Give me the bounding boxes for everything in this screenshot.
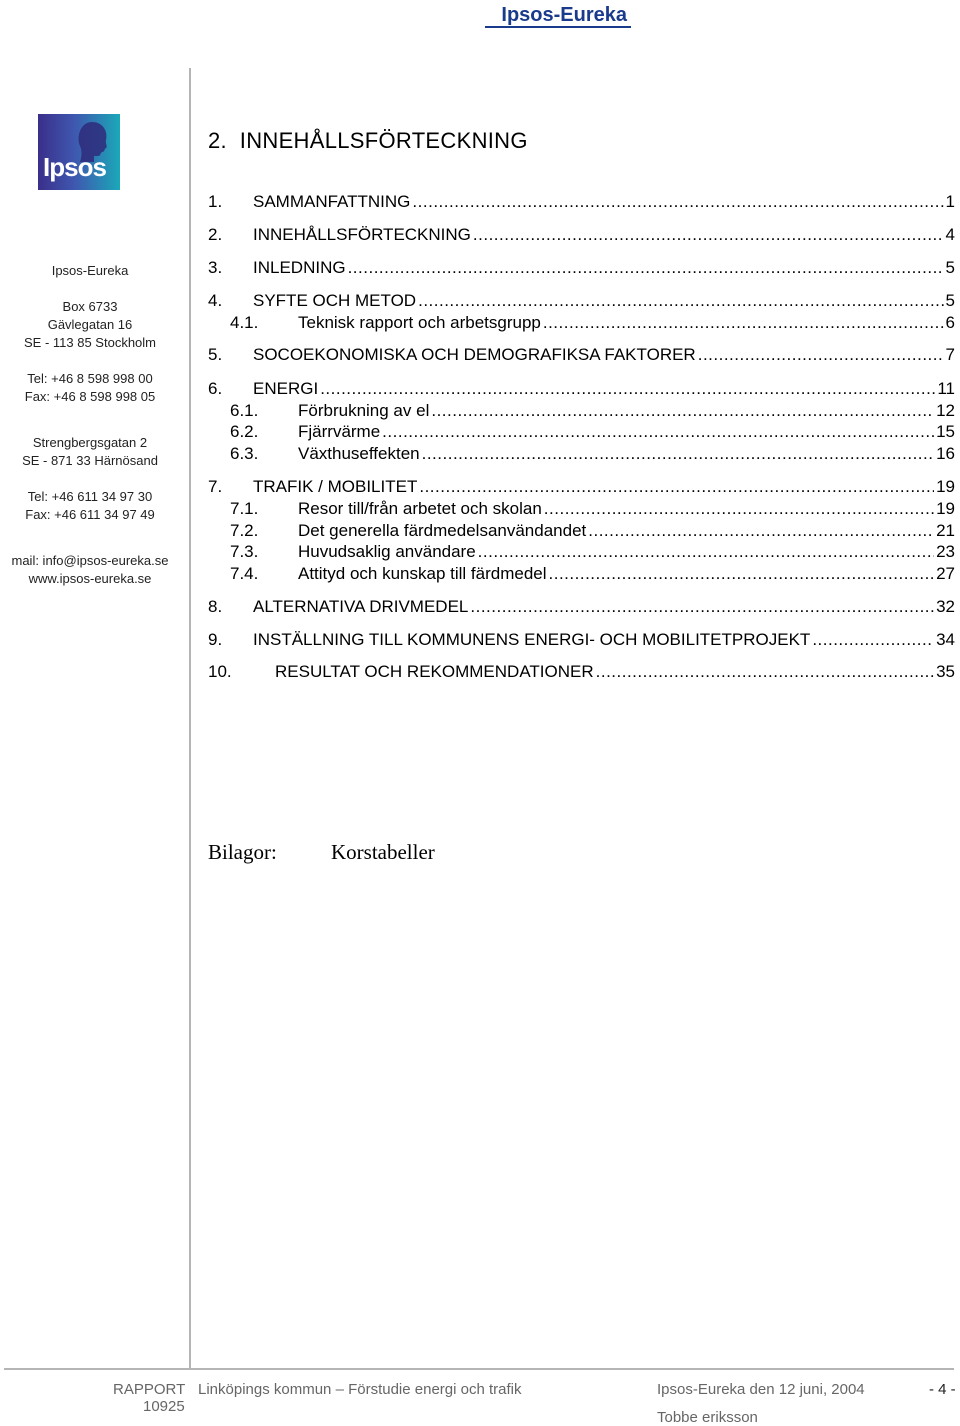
toc-entry-number: 8.: [208, 597, 223, 616]
toc-leader-dots: [478, 542, 934, 562]
toc-entry[interactable]: [208, 192, 955, 214]
sidebar-street: Gävlegatan 16: [47, 317, 133, 332]
footer-divider: [4, 1368, 954, 1370]
toc-entry[interactable]: [230, 564, 955, 586]
sidebar-company: Ipsos-Eureka: [51, 263, 129, 278]
toc-leader-dots: [422, 444, 934, 464]
toc-entry-label: Fjärrvärme: [298, 422, 381, 441]
toc-entry[interactable]: [208, 225, 955, 247]
sidebar-street-harnosand: Strengbergsgatan 2: [32, 435, 148, 450]
toc-entry-number: 10.: [208, 662, 232, 681]
toc-leader-dots: [588, 521, 934, 541]
toc-entry[interactable]: [230, 401, 955, 423]
toc-entry[interactable]: [208, 379, 955, 401]
toc-entry-number: 9.: [208, 630, 223, 649]
toc-entry-label: Förbrukning av el: [298, 401, 430, 420]
toc-leader-dots: [348, 258, 944, 278]
toc-entry-label: TRAFIK / MOBILITET: [253, 477, 418, 496]
toc-leader-dots: [470, 597, 934, 617]
toc-entry[interactable]: [208, 345, 955, 367]
toc-leader-dots: [698, 345, 944, 365]
toc-leader-dots: [544, 499, 934, 519]
toc-entry-label: Det generella färdmedelsanvändandet: [298, 521, 587, 540]
ipsos-logo-word: Ipsos: [43, 152, 106, 182]
attachments-label: Bilagor:: [208, 840, 277, 864]
toc-leader-dots: [382, 422, 934, 442]
toc-entry-label: Huvudsaklig användare: [298, 542, 476, 561]
toc-entry-number: 6.2.: [230, 422, 259, 441]
sidebar-city: SE - 113 85 Stockholm: [24, 335, 156, 350]
toc-entry-page: 16: [936, 444, 955, 463]
toc-entry-number: 5.: [208, 345, 223, 364]
toc-entry-label: SYFTE OCH METOD: [253, 291, 417, 310]
toc-entry-page: 35: [936, 662, 955, 681]
toc-leader-dots: [473, 225, 944, 245]
toc-entry-page: 5: [945, 258, 955, 277]
sidebar-city-harnosand: SE - 871 33 Härnösand: [22, 453, 158, 468]
toc-entry-label: SAMMANFATTNING: [253, 192, 411, 211]
toc-entry-label: Attityd och kunskap till färdmedel: [298, 564, 547, 583]
toc-entry-number: 3.: [208, 258, 223, 277]
toc-entry-number: 4.1.: [230, 313, 259, 332]
page-title-text: INNEHÅLLSFÖRTECKNING: [239, 128, 528, 153]
sidebar-email: mail: info@ipsos-eureka.se: [11, 553, 169, 568]
toc-entry[interactable]: [230, 444, 955, 466]
toc-entry-number: 6.: [208, 379, 223, 398]
toc-entry[interactable]: [208, 630, 955, 652]
toc-entry-label: Resor till/från arbetet och skolan: [298, 499, 542, 518]
vertical-divider: [189, 68, 191, 1368]
toc-entry-number: 7.3.: [230, 542, 259, 561]
toc-entry-label: RESULTAT OCH REKOMMENDATIONER: [275, 662, 594, 681]
toc-entry[interactable]: [208, 258, 955, 280]
toc-entry-page: 34: [936, 630, 955, 649]
toc-entry-label: INSTÄLLNING TILL KOMMUNENS ENERGI- OCH MOBILITETPROJEKT: [253, 630, 811, 649]
sidebar-tel-stockholm: Tel: +46 8 598 998 00: [27, 371, 153, 386]
sidebar-website: www.ipsos-eureka.se: [28, 571, 152, 586]
toc-entry[interactable]: [208, 291, 955, 313]
sidebar-box: Box 6733: [62, 299, 118, 314]
toc-entry-page: 15: [936, 422, 955, 441]
toc-entry[interactable]: [208, 597, 955, 619]
toc-entry[interactable]: [230, 499, 955, 521]
toc-leader-dots: [418, 291, 943, 311]
ipsos-logo: [38, 114, 120, 190]
toc-entry-label: Växthuseffekten: [298, 444, 420, 463]
footer-report-number: 10925: [143, 1398, 185, 1415]
toc-entry-number: 6.1.: [230, 401, 259, 420]
toc-leader-dots: [412, 192, 943, 212]
toc-entry-page: 4: [945, 225, 955, 244]
footer-company-date: Ipsos-Eureka den 12 juni, 2004: [657, 1381, 865, 1398]
toc-entry-label: ENERGI: [253, 379, 319, 398]
toc-entry-label: INNEHÅLLSFÖRTECKNING: [253, 225, 471, 244]
footer-project: Linköpings kommun – Förstudie energi och trafik: [198, 1381, 522, 1398]
page-title-number: 2.: [208, 128, 227, 153]
toc-entry-page: 32: [936, 597, 955, 616]
toc-leader-dots: [543, 313, 944, 333]
sidebar-fax-stockholm: Fax: +46 8 598 998 05: [24, 389, 156, 404]
sidebar-fax-harnosand: Fax: +46 611 34 97 49: [25, 507, 155, 522]
toc-entry[interactable]: [208, 477, 955, 499]
toc-entry-number: 4.: [208, 291, 223, 310]
toc-entry-page: 6: [945, 313, 955, 332]
toc-entry-number: 1.: [208, 192, 223, 211]
toc-leader-dots: [596, 662, 934, 682]
attachments-value: Korstabeller: [331, 840, 435, 864]
toc-entry-page: 7: [945, 345, 955, 364]
toc-entry-page: 12: [936, 401, 955, 420]
toc-entry[interactable]: [208, 662, 955, 684]
toc-entry-number: 7.4.: [230, 564, 259, 583]
toc-entry-page: 19: [936, 499, 955, 518]
toc-entry-label: ALTERNATIVA DRIVMEDEL: [253, 597, 469, 616]
toc-entry-number: 2.: [208, 225, 223, 244]
toc-entry[interactable]: [230, 422, 955, 444]
toc-leader-dots: [320, 379, 935, 399]
toc-entry-number: 6.3.: [230, 444, 259, 463]
toc-entry-number: 7.: [208, 477, 223, 496]
footer-report-label: RAPPORT: [113, 1381, 186, 1398]
toc-entry-page: 21: [936, 521, 955, 540]
toc-entry-label: INLEDNING: [253, 258, 346, 277]
toc-entry[interactable]: [230, 521, 955, 543]
toc-leader-dots: [812, 630, 934, 650]
toc-leader-dots: [419, 477, 934, 497]
toc-leader-dots: [549, 564, 935, 584]
toc-leader-dots: [431, 401, 934, 421]
footer-page-number: - 4 -: [929, 1381, 956, 1398]
toc-entry-page: 11: [937, 379, 955, 398]
toc-entry-page: 27: [936, 564, 955, 583]
toc-entry-label: SOCOEKONOMISKA OCH DEMOGRAFIKSA FAKTORER: [253, 345, 696, 364]
toc-entry-page: 5: [945, 291, 955, 310]
toc-entry-page: 23: [936, 542, 955, 561]
toc-entry-label: Teknisk rapport och arbetsgrupp: [298, 313, 541, 332]
toc-entry-number: 7.2.: [230, 521, 259, 540]
page-title: [208, 128, 528, 154]
toc-entry-page: 19: [936, 477, 955, 496]
header-brand-text: Ipsos-Eureka: [501, 4, 627, 26]
company-address-sidebar: [0, 262, 180, 588]
toc-entry-number: 7.1.: [230, 499, 259, 518]
header-brand-logo: [485, 4, 631, 28]
sidebar-tel-harnosand: Tel: +46 611 34 97 30: [27, 489, 153, 504]
toc-entry[interactable]: [230, 542, 955, 564]
toc-entry[interactable]: [230, 313, 955, 335]
footer-author: Tobbe eriksson: [657, 1409, 758, 1426]
toc-entry-page: 1: [945, 192, 955, 211]
